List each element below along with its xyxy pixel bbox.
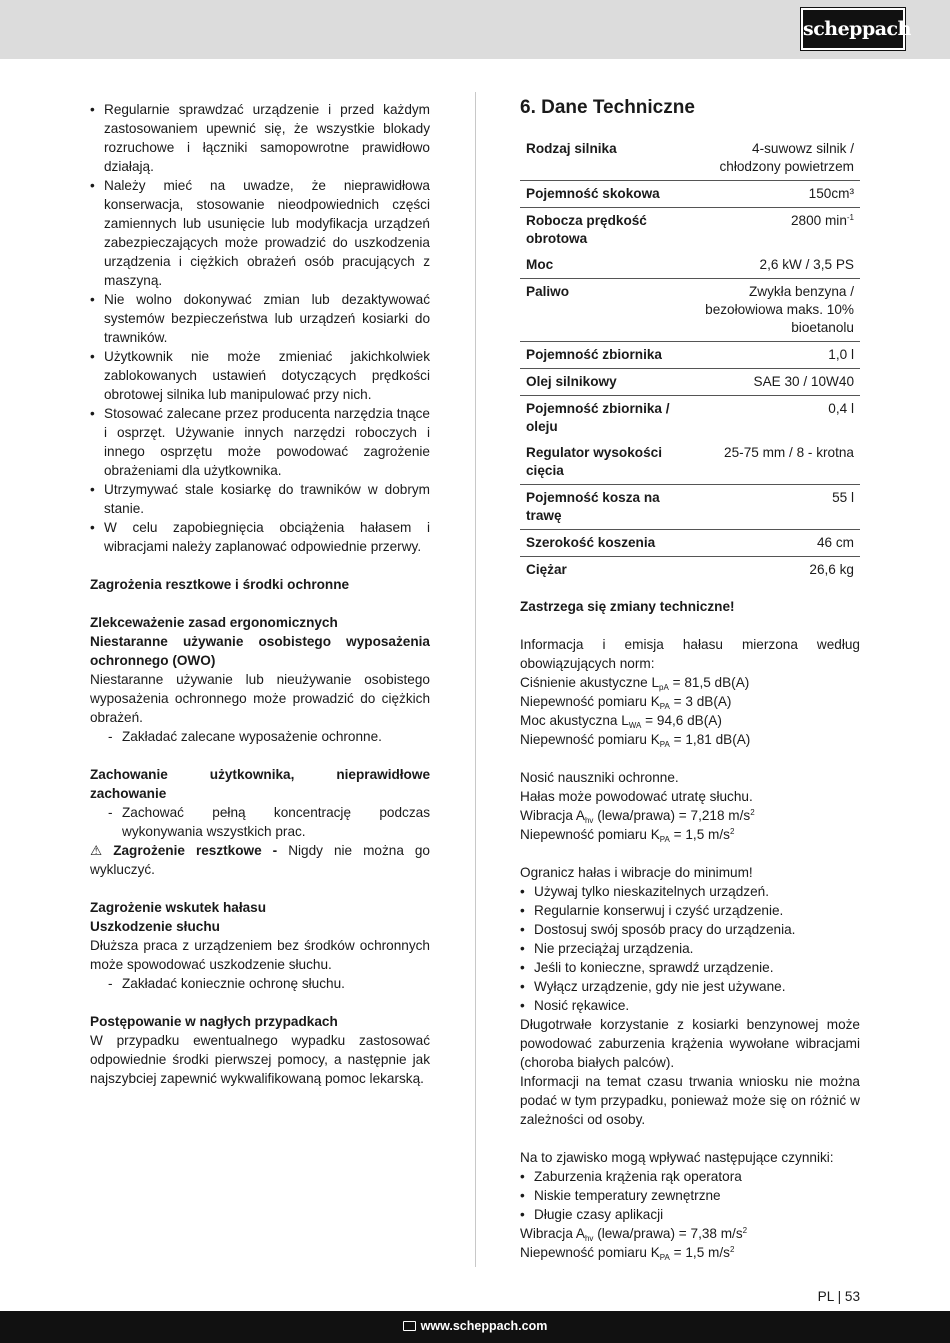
spec-key: Robocza prędkość obrotowa [526,213,647,246]
measurement-line [520,711,860,730]
behavior-heading: Zachowanie użytkownika, nieprawidłowe zachowanie [90,767,430,801]
spec-key: Ciężar [526,562,567,577]
table-row [520,396,860,441]
measure-value: = 1,5 m/s [669,827,730,842]
measure-value: = 1,5 m/s [669,1245,730,1260]
list-item: - Zachować pełną koncentrację podczas wykonywania wszystkich prac. [90,803,430,841]
list-item: • Należy mieć na uwadze, że nieprawidłowa konserwacja, stosowanie nieodpowiednich części zamiennych lub usunięcie lub modyfikacja urządzeń zabezpieczających może prowadzić do uszkodzenia urządzenia i ciężkich obrażeń osób pracujących z maszyną. [90,176,430,290]
measure-label: Wibracja A [520,808,585,823]
spec-value: 25-75 mm / 8 - krotna [683,440,860,485]
measurement-line [520,692,860,711]
spec-key: Rodzaj silnika [520,136,683,181]
spec-value-sup: -1 [846,213,854,222]
vibration-line [520,825,860,844]
duration-text: Informacji na temat czasu trwania wniosku nie można podać w tym przypadku, ponieważ może się on różnić w zależności od osoby. [520,1074,860,1127]
vibration-line [520,1243,860,1262]
spec-key: Pojemność kosza na trawę [520,485,683,530]
measure-value: = 94,6 dB(A) [641,713,722,728]
list-item: - Zakładać koniecznie ochronę słuchu. [90,974,430,993]
measure-label: Moc akustyczna L [520,713,629,728]
left-column [90,100,430,1088]
table-row [520,530,860,557]
measure-sub: PA [659,1253,670,1262]
computer-icon [403,1321,416,1331]
spec-key: Szerokość koszenia [520,530,683,557]
table-row [520,208,860,253]
spec-value: 1,0 l [683,342,860,369]
right-column [520,96,860,1262]
vibration-line [520,806,860,825]
measurement-line [520,673,860,692]
spec-value: 46 cm [683,530,860,557]
measure-sub: hv [584,816,594,825]
residual-heading: Zagrożenia resztkowe i środki ochronne [90,577,350,592]
table-row [520,557,860,584]
list-item: • Dostosuj swój sposób pracy do urządzenia. [520,920,860,939]
spec-value: 2,6 kW / 3,5 PS [683,252,860,279]
noise-heading: Zagrożenie wskutek hałasu [90,900,267,915]
table-row [520,440,860,485]
ppe-heading: Niestaranne używanie osobistego wyposażenia ochronnego (OWO) [90,634,430,668]
factors-intro: Na to zjawisko mogą wpływać następujące czynniki: [520,1150,834,1165]
list-item: - Zakładać zalecane wyposażenie ochronne. [90,727,430,746]
measure-value: = 81,5 dB(A) [668,675,750,690]
measure-value: (lewa/prawa) = 7,38 m/s [593,1226,743,1241]
list-item: • Niskie temperatury zewnętrzne [520,1186,860,1205]
table-row [520,342,860,369]
warning-text: Nigdy nie można go wykluczyć. [90,843,430,877]
warning-label: Zagrożenie resztkowe - [113,843,278,858]
behavior-dash-list [90,803,430,841]
measure-label: Niepewność pomiaru K [520,694,660,709]
long-use-text: Długotrwałe korzystanie z kosiarki benzynowej może powodować zaburzenia krążenia wywołane wibracjami (choroba białych palców). [520,1017,860,1070]
column-divider [475,92,476,1267]
measure-value: (lewa/prawa) = 7,218 m/s [593,808,751,823]
spec-value: SAE 30 / 10W40 [683,369,860,396]
spec-value: 4-suwowz silnik / chłodzony powietrzem [683,136,860,181]
factor-bullets [520,1167,860,1224]
measure-sup: 2 [742,1226,748,1235]
spec-value [683,208,860,253]
table-row [520,279,860,342]
list-item: • Wyłącz urządzenie, gdy nie jest używane. [520,977,860,996]
hearing-heading: Uszkodzenie słuchu [90,919,220,934]
measure-label: Niepewność pomiaru K [520,827,660,842]
residual-warning [90,841,430,879]
list-item: • Zaburzenia krążenia rąk operatora [520,1167,860,1186]
table-row [520,252,860,279]
vibration-line [520,1224,860,1243]
noise-text: Dłuższa praca z urządzeniem bez środków ochronnych może spowodować uszkodzenie słuchu. [90,938,430,972]
list-item: • Używaj tylko nieskazitelnych urządzeń. [520,882,860,901]
ergo-text: Niestaranne używanie lub nieużywanie osobistego wyposażenia ochronnego może prowadzić do ciężkich obrażeń. [90,672,430,725]
spec-key: Olej silnikowy [520,369,683,396]
measure-sup: 2 [729,827,735,836]
limit-note: Ogranicz hałas i wibracje do minimum! [520,865,753,880]
safety-bullets [90,100,430,556]
measure-sub: hv [584,1234,594,1243]
ergo-heading: Zlekceważenie zasad ergonomicznych [90,615,338,630]
noise-info: Informacja i emisja hałasu mierzona według obowiązujących norm: [520,637,860,671]
measure-sup: 2 [750,808,755,817]
page-number: PL | 53 [817,1289,860,1304]
spec-key: Moc [520,252,683,279]
section-title: 6. Dane Techniczne [520,97,695,118]
spec-value: Zwykła benzyna / bezołowiowa maks. 10% bioetanolu [683,279,860,342]
measure-value: = 1,81 dB(A) [669,732,751,747]
measure-label: Ciśnienie akustyczne L [520,675,660,690]
spec-key: Regulator wysokości cięcia [520,440,683,485]
spec-key: Pojemność zbiornika [520,342,683,369]
list-item: • Długie czasy aplikacji [520,1205,860,1224]
spec-key: Pojemność skokowa [520,181,683,208]
hearing-loss: Hałas może powodować utratę słuchu. [520,789,753,804]
limit-bullets [520,882,860,1015]
reserve-note: Zastrzega się zmiany techniczne! [520,599,735,614]
table-row [520,485,860,530]
measurement-line [520,730,860,749]
emergency-heading: Postępowanie w nagłych przypadkach [90,1014,338,1029]
list-item: • Nie wolno dokonywać zmian lub dezaktywować systemów bezpieczeństwa lub urządzeń kosiarki do trawników. [90,290,430,347]
header-bar [0,0,950,59]
table-row [520,136,860,181]
noise-dash-list [90,974,430,993]
measure-sub: PA [659,702,670,711]
ear-protection: Nosić nauszniki ochronne. [520,770,679,785]
warning-icon: ⚠ [90,843,103,858]
measure-sub: pA [659,683,669,692]
spec-table [520,136,860,583]
emergency-text: W przypadku ewentualnego wypadku zastosować odpowiednie środki pierwszej pomocy, a następnie jak najszybciej zapewnić wykwalifikowaną pomoc lekarską. [90,1033,430,1086]
ergo-dash-list [90,727,430,746]
spec-value: 150cm³ [683,181,860,208]
website-link[interactable]: www.scheppach.com [420,1319,548,1333]
spec-value: 26,6 kg [809,562,854,577]
table-row [520,181,860,208]
list-item: • Utrzymywać stale kosiarkę do trawników w dobrym stanie. [90,480,430,518]
spec-value-text: 2800 min [790,213,847,228]
measure-label: Niepewność pomiaru K [520,732,660,747]
footer-bar [0,1311,950,1343]
measure-sub: PA [659,740,670,749]
list-item: • Regularnie konserwuj i czyść urządzenie. [520,901,860,920]
measure-sub: WA [628,721,642,730]
measure-label: Wibracja A [520,1226,585,1241]
spec-key: Paliwo [520,279,683,342]
list-item: • Użytkownik nie może zmieniać jakichkolwiek zablokowanych ustawień dotyczących prędkości obrotowej silnika lub manipulować przy nich. [90,347,430,404]
logo-text: scheppach [803,18,911,40]
list-item: • Regularnie sprawdzać urządzenie i przed każdym zastosowaniem upewnić się, że wszystkie blokady rozruchowe i łączniki samopowrotne prawidłowo działają. [90,100,430,176]
measure-sup: 2 [729,1245,735,1254]
list-item: • W celu zapobiegnięcia obciążenia hałasem i wibracjami należy zaplanować odpowiednie przerwy. [90,518,430,556]
measure-sub: PA [659,835,670,844]
list-item: • Nie przeciążaj urządzenia. [520,939,860,958]
scheppach-logo [801,8,911,50]
measure-label: Niepewność pomiaru K [520,1245,660,1260]
list-item: • Nosić rękawice. [520,996,860,1015]
list-item: • Jeśli to konieczne, sprawdź urządzenie. [520,958,860,977]
table-row [520,369,860,396]
measure-value: = 3 dB(A) [669,694,732,709]
spec-key: Pojemność zbiornika / oleju [526,401,670,434]
spec-value: 55 l [683,485,860,530]
list-item: • Stosować zalecane przez producenta narzędzia tnące i osprzęt. Używanie innych narzędzi roboczych i innego osprzętu może powodować zagrożenie obrażeniami dla użytkownika. [90,404,430,480]
spec-value: 0,4 l [828,401,854,416]
